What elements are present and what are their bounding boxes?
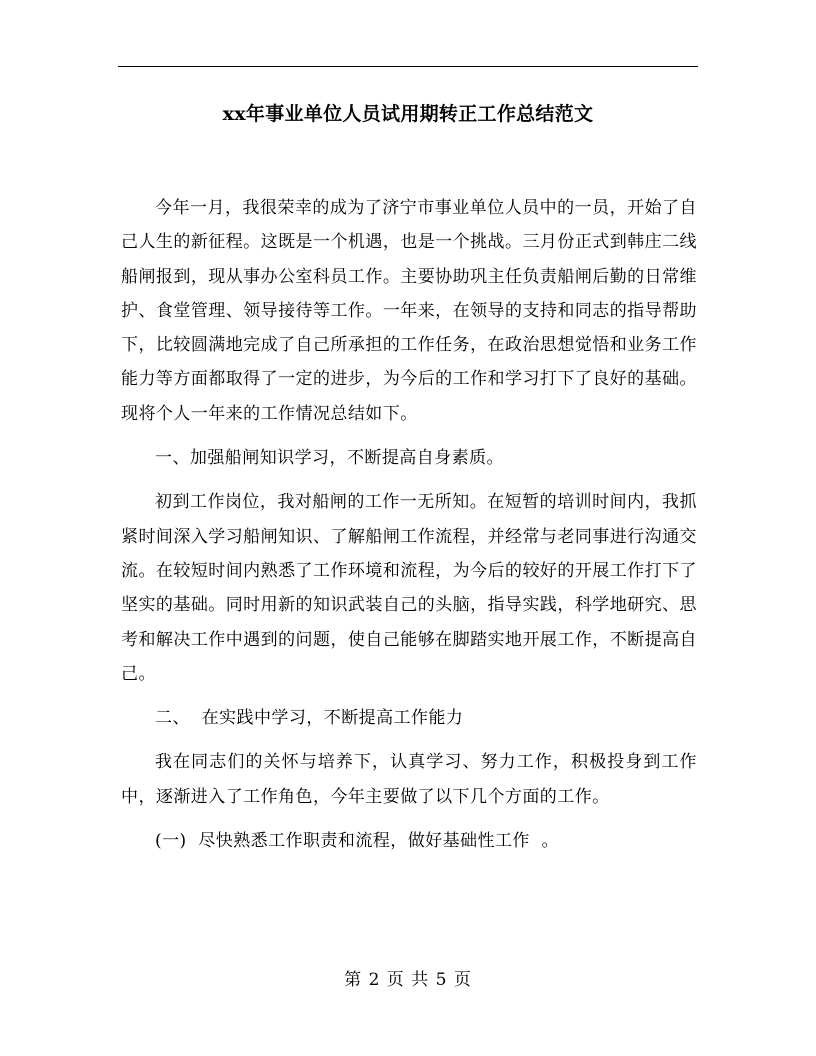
section-heading-1: 一、加强船闸知识学习，不断提高自身素质。 [155, 448, 504, 469]
subsection-heading-1: (一) 尽快熟悉工作职责和流程，做好基础性工作 。 [155, 831, 560, 852]
paragraph-section-1: 初到工作岗位，我对船闸的工作一无所知。在短暂的培训时间内，我抓紧时间深入学习船闸知识、了解船闸工作流程，并经常与老同事进行沟通交流。在较短时间内熟悉了工作环境和流程，为今后的较好的开展工作打下了坚实的基础。同时用新的知识武装自己的头脑，指导实践，科学地研究、思考和解决工作中遇到的问题，使自己能够在脚踏实地开展工作，不断提高自己。 [121, 492, 697, 684]
page-number-footer: 第 2 页 共 5 页 [344, 970, 472, 990]
document-body [121, 191, 697, 858]
header-rule [118, 66, 698, 67]
paragraph-section-2: 我在同志们的关怀与培养下，认真学习、努力工作，积极投身到工作中，逐渐进入了工作角色，今年主要做了以下几个方面的工作。 [121, 752, 697, 807]
paragraph-intro: 今年一月，我很荣幸的成为了济宁市事业单位人员中的一员，开始了自己人生的新征程。这既是一个机遇，也是一个挑战。三月份正式到韩庄二线船闸报到，现从事办公室科员工作。主要协助巩主任负责船闸后勤的日常维护、食堂管理、领导接待等工作。一年来，在领导的支持和同志的指导帮助下，比较圆满地完成了自己所承担的工作任务，在政治思想觉悟和业务工作能力等方面都取得了一定的进步，为今后的工作和学习打下了良好的基础。现将个人一年来的工作情况总结如下。 [121, 198, 697, 424]
section-heading-2: 二、 在实践中学习，不断提高工作能力 [155, 708, 464, 729]
document-title: xx年事业单位人员试用期转正工作总结范文 [222, 103, 594, 125]
